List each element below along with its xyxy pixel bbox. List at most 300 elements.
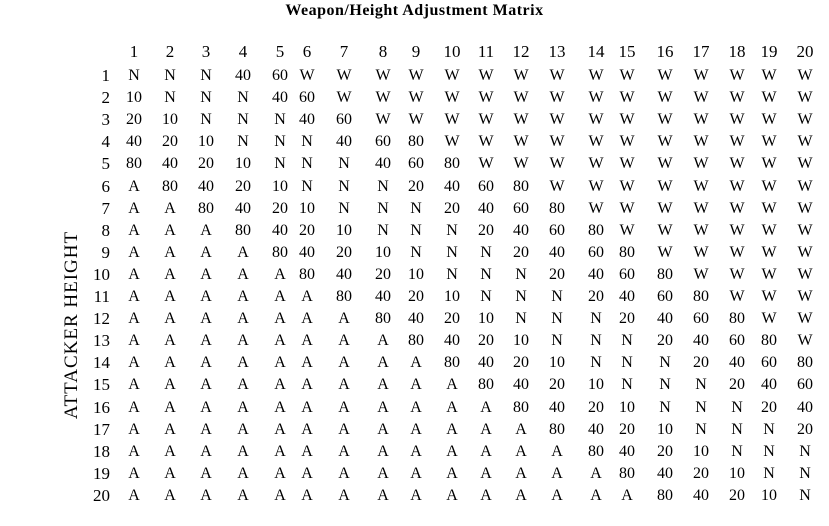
matrix-cell: 20 [235,177,251,195]
matrix-cell: A [338,486,350,504]
row-header: 2 [101,88,110,108]
matrix-cell: W [693,221,709,239]
matrix-cell: A [237,464,249,482]
matrix-cell: N [377,177,389,195]
matrix-cell: N [480,243,492,261]
matrix-cell: A [128,265,140,283]
matrix-cell: 80 [619,243,635,261]
matrix-cell: A [164,442,176,460]
matrix-cell: A [274,464,286,482]
matrix-cell: A [274,265,286,283]
row-header: 13 [93,331,110,351]
matrix-cell: 20 [619,310,635,328]
matrix-cell: W [729,243,745,261]
matrix-cell: A [237,310,249,328]
row-header: 17 [93,419,110,439]
matrix-cell: N [621,332,633,350]
matrix-cell: W [375,67,391,84]
matrix-cell: 80 [549,420,565,438]
matrix-cell: A [301,376,313,394]
matrix-cell: A [164,486,176,504]
matrix-cell: N [301,133,313,151]
matrix-cell: 60 [513,199,529,217]
matrix-cell: 40 [693,486,709,504]
matrix-cell: A [377,398,389,416]
matrix-cell: W [336,67,352,84]
matrix-cell: W [729,89,745,107]
matrix-cell: N [274,111,286,129]
matrix-cell: 60 [693,310,709,328]
matrix-cell: 10 [235,155,251,173]
matrix-cell: N [799,442,811,460]
matrix-cell: A [128,243,140,261]
matrix-cell: W [761,111,777,129]
matrix-cell: 40 [588,420,604,438]
matrix-cell: W [299,67,315,84]
matrix-cell: A [164,199,176,217]
matrix-cell: W [693,89,709,107]
matrix-cell: W [729,199,745,217]
matrix-cell: A [410,486,422,504]
matrix-cell: 20 [444,199,460,217]
matrix-cell: A [410,354,422,372]
matrix-cell: 10 [693,442,709,460]
matrix-cell: 20 [693,464,709,482]
matrix-cell: W [619,155,635,173]
matrix-cell: 40 [336,133,352,151]
matrix-cell: 20 [478,221,494,239]
matrix-cell: W [549,67,565,84]
matrix-cell: 80 [375,310,391,328]
matrix-cell: 40 [444,177,460,195]
matrix-cell: W [588,89,604,107]
matrix-cell: 20 [299,221,315,239]
matrix-cell: A [237,243,249,261]
matrix-cell: W [657,177,673,195]
matrix-cell: 40 [549,398,565,416]
matrix-cell: A [377,420,389,438]
matrix-cell: 10 [761,486,777,504]
matrix-cell: A [551,442,563,460]
matrix-cell: W [549,133,565,151]
matrix-cell: 20 [693,354,709,372]
matrix-cell: 10 [588,376,604,394]
matrix-cell: A [237,265,249,283]
matrix-cell: W [797,265,813,283]
matrix-cell: A [164,464,176,482]
matrix-cell: A [164,243,176,261]
matrix-cell: 40 [478,199,494,217]
matrix-cell: N [659,398,671,416]
matrix-cell: 20 [657,442,673,460]
matrix-cell: N [731,442,743,460]
matrix-cell: 20 [162,133,178,151]
matrix-cell: A [128,398,140,416]
matrix-cell: 10 [408,265,424,283]
matrix-cell: N [200,111,212,129]
matrix-cell: W [761,155,777,173]
matrix-cell: 20 [549,265,565,283]
matrix-cell: W [693,265,709,283]
matrix-cell: 20 [513,243,529,261]
matrix-cell: 60 [657,288,673,305]
matrix-cell: 10 [126,89,142,107]
matrix-cell: 60 [375,133,391,151]
matrix-cell: A [480,420,492,438]
matrix-cell: 80 [336,288,352,305]
matrix-cell: A [128,486,140,504]
matrix-cell: A [237,398,249,416]
matrix-cell: A [274,288,286,305]
matrix-cell: 20 [797,420,813,438]
matrix-cell: 60 [336,111,352,129]
matrix-cell: A [274,354,286,372]
matrix-cell: W [657,155,673,173]
matrix-cell: W [513,89,529,107]
matrix-cell: W [375,89,391,107]
matrix-cell: N [237,111,249,129]
matrix-cell: W [693,155,709,173]
matrix-cell: W [797,89,813,107]
matrix-cell: A [338,464,350,482]
matrix-cell: W [729,221,745,239]
matrix-cell: W [408,111,424,129]
matrix-cell: 80 [797,354,813,372]
matrix-cell: N [551,288,563,305]
matrix-cell: 40 [299,243,315,261]
matrix-cell: 80 [657,265,673,283]
matrix-cell: W [761,177,777,195]
matrix-cell: W [761,310,777,328]
matrix-cell: A [480,398,492,416]
matrix-cell: N [621,354,633,372]
matrix-cell: A [338,354,350,372]
matrix-cell: N [763,420,775,438]
matrix-cell: 40 [478,354,494,372]
matrix-cell: A [200,420,212,438]
matrix-cell: A [338,310,350,328]
matrix-cell: A [274,332,286,350]
matrix-cell: W [693,199,709,217]
matrix-cell: N [551,310,563,328]
matrix-cell: A [274,398,286,416]
matrix-cell: A [237,332,249,350]
column-header: 2 [165,42,175,61]
matrix-cell: A [128,464,140,482]
matrix-cell: W [513,67,529,84]
matrix-cell: W [729,265,745,283]
matrix-cell: W [478,155,494,173]
matrix-cell: A [274,310,286,328]
matrix-cell: 20 [729,486,745,504]
matrix-cell: W [408,89,424,107]
matrix-cell: 10 [198,133,214,151]
matrix-cell: W [657,243,673,261]
matrix-cell: A [410,398,422,416]
matrix-cell: N [763,464,775,482]
matrix-cell: A [128,177,140,195]
matrix-cell: 80 [408,332,424,350]
row-header: 15 [93,375,110,395]
matrix-cell: 80 [549,199,565,217]
column-header: 11 [477,42,495,61]
column-header: 12 [512,42,530,61]
matrix-cell: 40 [126,133,142,151]
matrix-cell: W [761,265,777,283]
matrix-cell: 40 [336,265,352,283]
matrix-cell: W [619,89,635,107]
matrix-cell: A [446,464,458,482]
matrix-cell: A [377,332,389,350]
matrix-cell: A [480,464,492,482]
matrix-cell: A [515,486,527,504]
matrix-cell: 60 [729,332,745,350]
matrix-cell: W [657,89,673,107]
matrix-cell: W [729,133,745,151]
matrix-cell: W [478,89,494,107]
matrix-cell: 10 [272,177,288,195]
matrix-cell: W [619,221,635,239]
matrix-cell: W [549,155,565,173]
matrix-cell: 40 [375,288,391,305]
row-header: 16 [93,397,110,417]
matrix-cell: W [619,133,635,151]
matrix-cell: W [693,243,709,261]
matrix-cell: W [693,133,709,151]
matrix-cell: A [164,310,176,328]
matrix-cell: N [695,376,707,394]
matrix-cell: A [301,464,313,482]
matrix-cell: W [761,288,777,305]
column-header: 13 [548,42,566,61]
matrix-cell: A [200,221,212,239]
matrix-cell: N [237,133,249,151]
matrix-cell: 10 [619,398,635,416]
matrix-cell: A [274,376,286,394]
matrix-cell: 80 [729,310,745,328]
matrix-cell: 40 [272,89,288,107]
matrix-cell: A [128,376,140,394]
matrix-cell: A [200,376,212,394]
column-header: 5 [275,42,285,61]
matrix-title: Weapon/Height Adjustment Matrix [285,2,544,19]
matrix-cell: A [301,398,313,416]
matrix-cell: N [480,288,492,305]
matrix-cell: W [761,89,777,107]
matrix-cell: W [478,133,494,151]
row-header: 20 [93,485,110,505]
row-header: 4 [101,132,110,152]
matrix-cell: W [729,67,745,84]
matrix-cell: W [619,67,635,84]
matrix-cell: N [515,310,527,328]
matrix-cell: A [200,354,212,372]
matrix-cell: A [410,420,422,438]
matrix-cell: A [301,442,313,460]
matrix-cell: A [128,420,140,438]
matrix-cell: N [338,177,350,195]
matrix-cell: W [619,199,635,217]
matrix-cell: 80 [408,133,424,151]
matrix-cell: A [551,464,563,482]
matrix-cell: A [480,442,492,460]
matrix-cell: W [797,177,813,195]
matrix-cell: A [515,442,527,460]
matrix-cell: W [444,67,460,84]
matrix-cell: 60 [549,221,565,239]
matrix-cell: A [301,420,313,438]
column-header: 4 [238,42,248,61]
matrix-cell: 40 [657,464,673,482]
matrix-cell: A [200,310,212,328]
matrix-cell: A [237,486,249,504]
matrix-cell: W [444,89,460,107]
matrix-cell: A [301,288,313,305]
matrix-cell: W [693,177,709,195]
matrix-cell: A [237,442,249,460]
matrix-cell: N [799,464,811,482]
matrix-cell: A [200,265,212,283]
column-header: 7 [339,42,349,61]
matrix-cell: N [763,442,775,460]
matrix-cell: 40 [444,332,460,350]
matrix-cell: W [657,221,673,239]
matrix-cell: N [274,133,286,151]
matrix-cell: W [444,133,460,151]
matrix-cell: 80 [588,442,604,460]
matrix-cell: A [164,376,176,394]
matrix-cell: 40 [619,442,635,460]
matrix-cell: 10 [336,221,352,239]
matrix-cell: W [478,111,494,129]
matrix-cell: 80 [513,398,529,416]
matrix-cell: N [410,243,422,261]
row-header: 14 [93,353,110,373]
matrix-cell: W [588,155,604,173]
matrix-cell: 80 [619,464,635,482]
attacker-height-label: ATTACKER HEIGHT [61,230,82,420]
matrix-cell: W [797,199,813,217]
row-header: 8 [101,220,110,240]
matrix-cell: 60 [408,155,424,173]
matrix-cell: W [513,133,529,151]
matrix-cell: 80 [272,243,288,261]
matrix-cell: A [377,354,389,372]
matrix-cell: N [274,155,286,173]
matrix-cell: A [590,464,602,482]
matrix-cell: A [274,486,286,504]
matrix-cell: 60 [478,177,494,195]
matrix-cell: A [338,376,350,394]
matrix-cell: W [549,177,565,195]
matrix-cell: W [588,177,604,195]
matrix-cell: N [590,354,602,372]
matrix-cell: A [410,376,422,394]
matrix-cell: A [338,442,350,460]
matrix-cell: W [729,288,745,305]
column-header: 19 [760,42,778,61]
matrix-cell: A [128,310,140,328]
matrix-cell: 10 [729,464,745,482]
matrix-cell: A [200,486,212,504]
matrix-cell: N [377,221,389,239]
matrix-cell: N [659,354,671,372]
matrix-cell: N [237,89,249,107]
row-header: 12 [93,309,110,329]
matrix-cell: 10 [478,310,494,328]
matrix-cell: 20 [478,332,494,350]
matrix-cell: A [301,486,313,504]
matrix-cell: 20 [126,111,142,129]
matrix-cell: A [377,464,389,482]
matrix-cell: A [128,199,140,217]
matrix-cell: 60 [761,354,777,372]
matrix-cell: 40 [162,155,178,173]
matrix-cell: A [128,332,140,350]
matrix-cell: W [657,199,673,217]
matrix-cell: W [588,111,604,129]
matrix-cell: 20 [408,288,424,305]
matrix-cell: 20 [729,376,745,394]
column-header: 18 [728,42,746,61]
matrix-cell: A [128,442,140,460]
matrix-cell: A [377,486,389,504]
matrix-cell: W [549,89,565,107]
column-header: 15 [618,42,636,61]
matrix-cell: W [588,133,604,151]
matrix-cell: 20 [761,398,777,416]
matrix-cell: 80 [588,221,604,239]
matrix-cell: N [301,177,313,195]
matrix-cell: N [338,199,350,217]
matrix-cell: 80 [162,177,178,195]
matrix-cell: N [446,265,458,283]
matrix-cell: 20 [408,177,424,195]
matrix-cell: N [338,155,350,173]
matrix-cell: N [410,199,422,217]
matrix-cell: 40 [235,199,251,217]
row-header: 3 [101,110,110,130]
matrix-cell: A [301,332,313,350]
matrix-cell: 40 [693,332,709,350]
matrix-cell: 80 [444,155,460,173]
matrix-cell: 10 [513,332,529,350]
matrix-cell: W [797,243,813,261]
matrix-cell: 40 [729,354,745,372]
matrix-cell: 40 [588,265,604,283]
matrix-cell: A [200,332,212,350]
matrix-cell: A [515,464,527,482]
matrix-cell: 10 [299,199,315,217]
matrix-cell: A [410,464,422,482]
matrix-cell: 40 [408,310,424,328]
matrix-cell: N [621,376,633,394]
matrix-cell: W [478,67,494,84]
matrix-cell: N [659,376,671,394]
matrix-cell: A [551,486,563,504]
matrix-cell: A [377,442,389,460]
matrix-cell: 80 [657,486,673,504]
column-header: 1 [129,42,139,61]
matrix-cell: N [695,398,707,416]
matrix-cell: W [408,67,424,84]
matrix-cell: 20 [336,243,352,261]
row-header: 11 [93,287,110,306]
matrix-cell: A [237,288,249,305]
matrix-cell: W [761,243,777,261]
matrix-cell: 20 [588,288,604,305]
matrix-cell: 10 [375,243,391,261]
